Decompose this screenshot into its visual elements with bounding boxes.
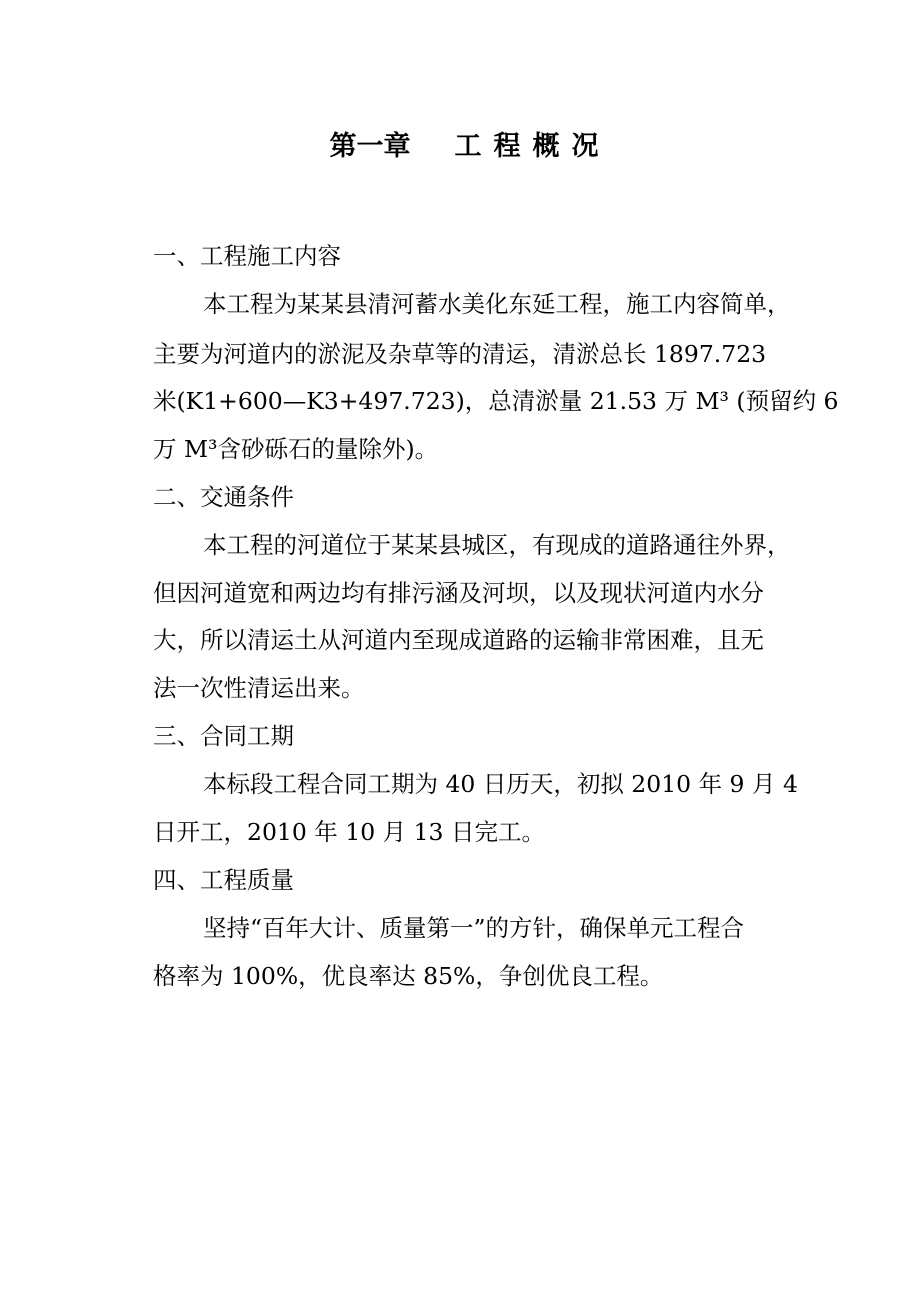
paragraph-line: 主要为河道内的淤泥及杂草等的清运，清淤总长 1897.723 bbox=[153, 340, 767, 368]
paragraph-line: 米(K1+600—K3+497.723)，总清淤量 21.53 万 M³ (预留约 6 bbox=[153, 387, 839, 415]
paragraph-line: 大，所以清运土从河道内至现成道路的运输非常困难，且无 bbox=[153, 626, 764, 654]
paragraph-line: 本工程的河道位于某某县城区，有现成的道路通往外界， bbox=[203, 531, 791, 559]
paragraph-line: 日开工，2010 年 10 月 13 日完工。 bbox=[153, 818, 545, 846]
paragraph-line: 格率为 100%，优良率达 85%，争创优良工程。 bbox=[153, 962, 664, 990]
chapter-name: 工程概况 bbox=[454, 131, 611, 162]
paragraph-line: 本工程为某某县清河蓄水美化东延工程，施工内容简单， bbox=[203, 290, 791, 318]
section-heading: 一、工程施工内容 bbox=[153, 242, 341, 270]
paragraph-line: 但因河道宽和两边均有排污涵及河坝，以及现状河道内水分 bbox=[153, 579, 764, 607]
section-heading: 二、交通条件 bbox=[153, 483, 294, 511]
paragraph-line: 坚持“百年大计、质量第一”的方针，确保单元工程合 bbox=[203, 914, 745, 942]
section-heading: 三、合同工期 bbox=[153, 722, 294, 750]
section-heading: 四、工程质量 bbox=[153, 866, 294, 894]
chapter-number: 第一章 bbox=[329, 131, 411, 162]
paragraph-line: 法一次性清运出来。 bbox=[153, 674, 365, 702]
chapter-title bbox=[0, 126, 920, 168]
paragraph-line: 万 M³含砂砾石的量除外)。 bbox=[153, 435, 439, 463]
paragraph-line: 本标段工程合同工期为 40 日历天，初拟 2010 年 9 月 4 bbox=[203, 770, 798, 798]
